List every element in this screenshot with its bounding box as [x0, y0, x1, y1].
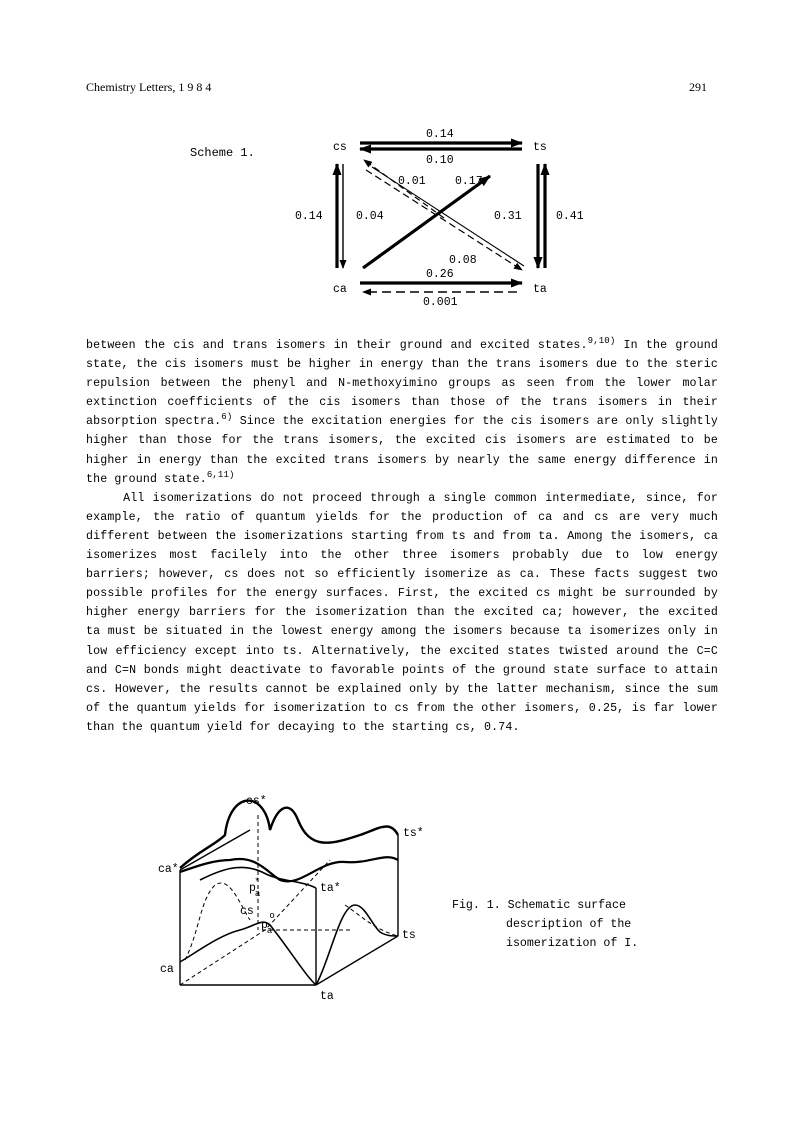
- yield-cs-ta: 0.08: [449, 254, 477, 267]
- yield-cs-ca: 0.14: [295, 210, 323, 223]
- label-ta-star: ta*: [320, 882, 341, 895]
- label-ta: ta: [320, 990, 334, 1003]
- page-number: 291: [689, 80, 707, 94]
- yield-ca-ta: 0.26: [426, 268, 454, 281]
- label-ts: ts: [402, 929, 416, 942]
- label-cs-star: cs*: [246, 795, 267, 808]
- node-ts: ts: [533, 141, 547, 154]
- yield-ts-ta: 0.31: [494, 210, 522, 223]
- label-pa-star: pa*: [249, 877, 261, 899]
- journal-title: Chemistry Letters, 1 9 8 4: [86, 80, 212, 94]
- yield-ta-ts: 0.41: [556, 210, 584, 223]
- surface-figure: [150, 790, 450, 1010]
- label-ca: ca: [160, 963, 174, 976]
- node-ta: ta: [533, 283, 547, 296]
- excited-surface-front: [180, 857, 398, 881]
- ground-surface-right: [316, 905, 398, 985]
- ref-9-10: 9,10): [587, 336, 616, 346]
- caption-line-3: isomerization of I.: [506, 937, 639, 950]
- scheme-label: Scheme 1.: [190, 146, 255, 160]
- yield-cs-ts: 0.14: [426, 128, 454, 141]
- label-ca-star: ca*: [158, 863, 179, 876]
- yield-ca-cs: 0.04: [356, 210, 384, 223]
- body-text: [86, 336, 718, 737]
- ref-6-11: 6,11): [206, 469, 235, 480]
- yield-ca-ts: 0.17: [455, 175, 483, 188]
- box-back-top: [180, 830, 250, 870]
- caption-line-2: description of the: [506, 918, 632, 931]
- yield-ts-ca: 0.01: [398, 175, 426, 188]
- label-cs: cs: [240, 905, 254, 918]
- box-right-bottom: [316, 936, 398, 985]
- figure-caption: [452, 896, 638, 953]
- caption-line-1: Fig. 1. Schematic surface: [452, 899, 626, 912]
- page-header: [86, 80, 707, 95]
- ground-surface-left: [180, 922, 316, 985]
- yield-ts-cs: 0.10: [426, 154, 454, 167]
- node-ca: ca: [333, 283, 347, 296]
- label-pa-zero: pao: [261, 911, 275, 936]
- yield-ta-ca: 0.001: [423, 296, 458, 309]
- node-cs: cs: [333, 141, 347, 154]
- dashed-ca-curve: [185, 883, 250, 960]
- label-ts-star: ts*: [403, 827, 424, 840]
- excited-surface-back: [180, 801, 398, 868]
- paragraph-2: All isomerizations do not proceed through a single common intermediate, since, for example, the ratio of quantum yields for the production of ca and cs are very much different between the isomerizations starting from ts and from ta. Among the isomers, ca isomerizes most facilely into the other three isomers probably due to low energy barriers; however, cs does not so efficiently isomerize as ca. These facts suggest two possible profiles for the energy surfaces. First, the excited cs might be surrounded by higher energy barriers for the isomerization than the excited ca; however, the excited ta must be situated in the lowest energy among the isomers because ta isomerizes only in low efficiency except into ts. Alternatively, the excited states twisted around the C=C and C=N bonds might deactivate to favorable points of the ground state surface to attain cs. However, the results cannot be explained only by the latter mechanism, since the sum of the quantum yields for isomerization to cs from the other isomers, 0.25, is far lower than the quantum yield for decaying to the starting cs, 0.74.: [86, 491, 718, 734]
- ref-6: 6): [221, 412, 233, 423]
- paragraph-1: between the cis and trans isomers in their ground and excited states.$^{9,10)}$ In the ground state, the cis isomers must be higher in energy than the trans isomers due to the steric repulsion between the phenyl and N-methoxyimino groups as seen from the lower molar extinction coefficients of the cis isomers than those of the trans isomers in their absorption spectra.$^{6)}$ Since the excitation energies for the cis isomers are only slightly higher than those for the trans isomers, the excited cis isomers are estimated to be higher in energy than the excited trans isomers by nearly the same energy difference in the ground state.$^{6,11)}$: [86, 336, 718, 486]
- scheme-diagram: [280, 120, 600, 320]
